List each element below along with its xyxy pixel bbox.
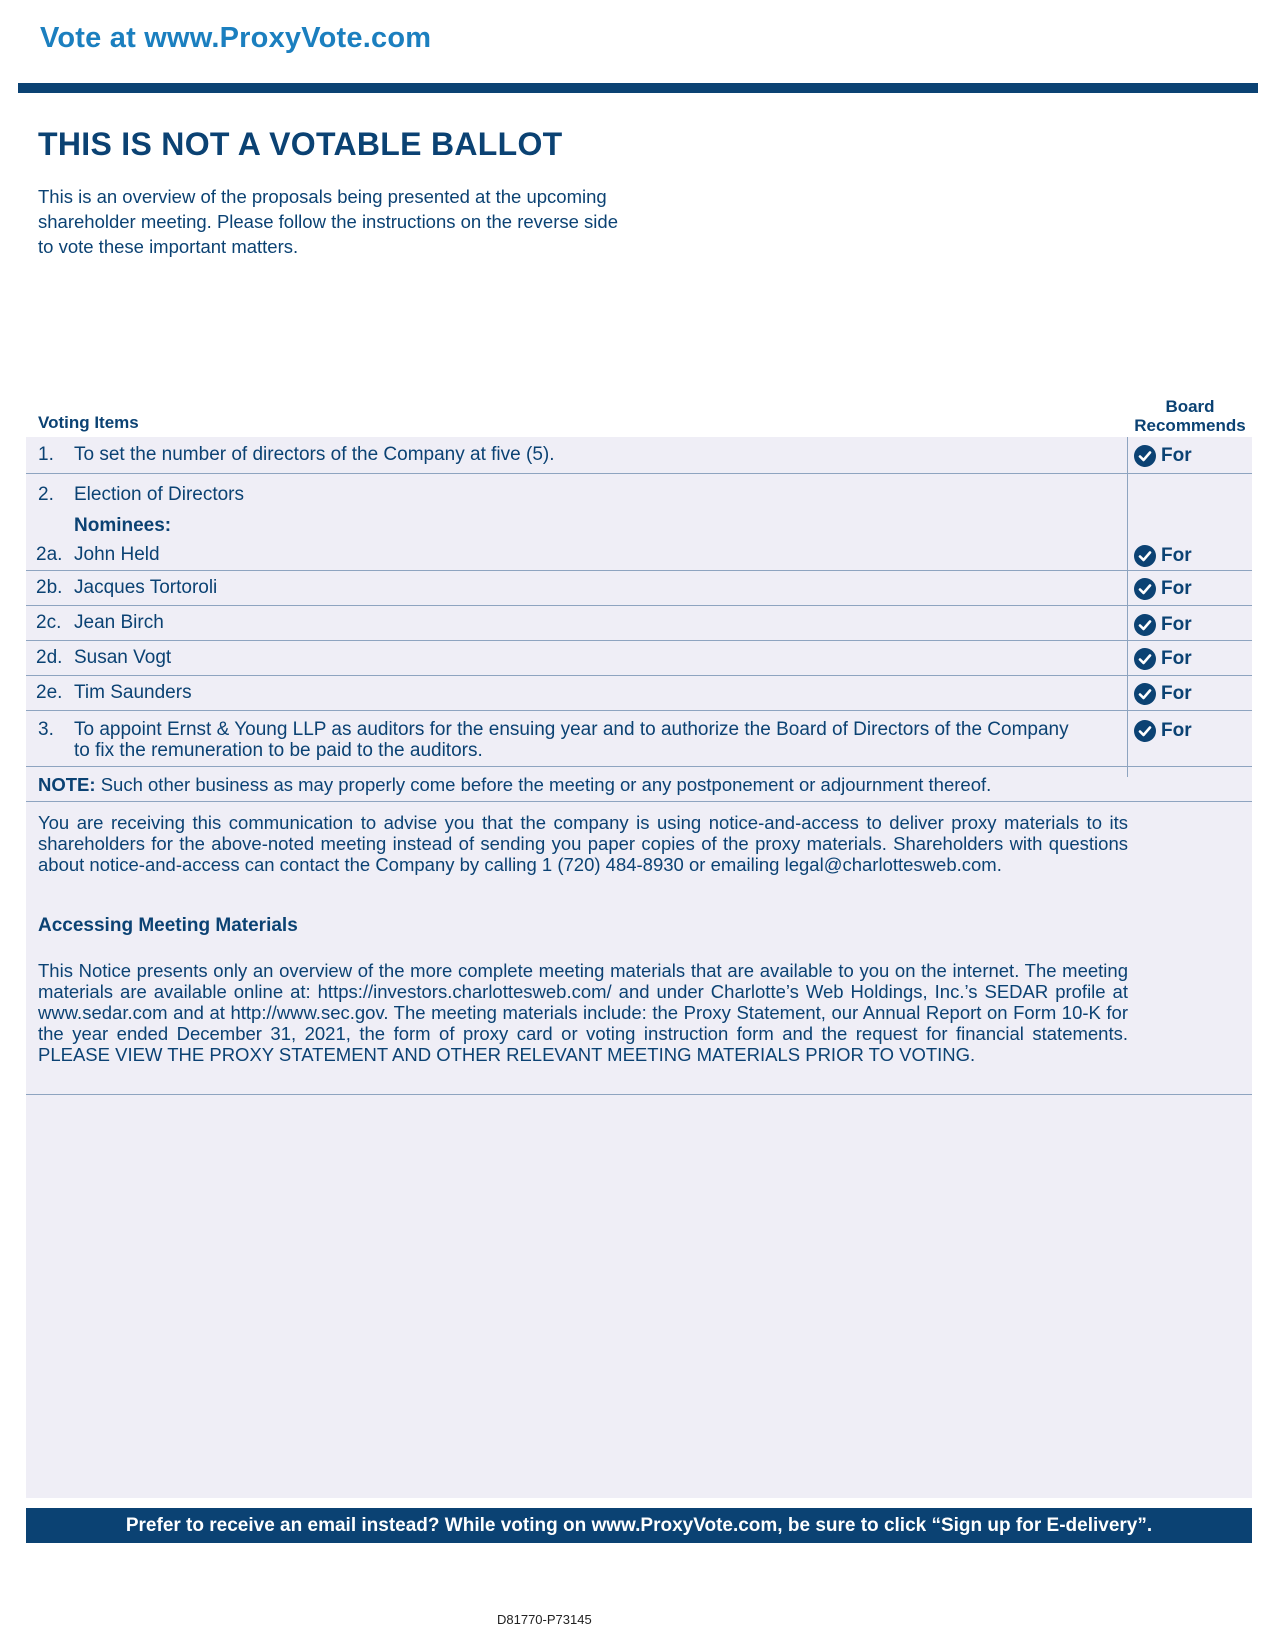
nominee-number: 2e. [36, 682, 63, 703]
board-header-line1: Board [1165, 397, 1215, 416]
voting-items-header: Voting Items [38, 413, 139, 432]
recommendation-label: For [1161, 445, 1192, 466]
board-recommendation [1134, 648, 1192, 670]
item-text: Election of Directors [74, 484, 245, 505]
item-text: To set the number of directors of the Company at five (5). [74, 444, 555, 465]
board-header-line2: Recommends [1134, 416, 1246, 435]
item-number: 3. [38, 719, 54, 740]
board-recommendation [1134, 683, 1192, 705]
nominee-name: Jacques Tortoroli [74, 577, 218, 598]
nominee-number: 2a. [36, 544, 63, 565]
recommendation-label: For [1161, 578, 1192, 599]
document-code: D81770-P73145 [497, 1612, 592, 1627]
check-circle-icon [1134, 578, 1156, 600]
note-text [38, 774, 991, 795]
item-number: 1. [38, 444, 54, 465]
recommendation-label: For [1161, 545, 1192, 566]
page-title: THIS IS NOT A VOTABLE BALLOT [38, 126, 563, 162]
check-circle-icon [1134, 614, 1156, 636]
check-circle-icon [1134, 545, 1156, 567]
edelivery-banner: Prefer to receive an email instead? While voting on www.ProxyVote.com, be sure to click “Sign up for E-delivery”. [26, 1508, 1252, 1543]
proxyvote-header-link[interactable]: Vote at www.ProxyVote.com [40, 22, 432, 54]
board-recommendation [1134, 578, 1192, 600]
nominee-number: 2b. [36, 577, 63, 598]
note-label: NOTE: [38, 774, 96, 795]
nominee-row [26, 641, 1252, 676]
check-circle-icon [1134, 648, 1156, 670]
board-recommendation [1134, 445, 1192, 467]
voting-item-2 [26, 474, 1252, 571]
item-text-line2: to fix the remuneration to be paid to the auditors. [74, 740, 483, 761]
nominee-name: Susan Vogt [74, 647, 172, 668]
check-circle-icon [1134, 445, 1156, 467]
section-divider [26, 1093, 1252, 1095]
voting-item-3 [26, 711, 1252, 767]
nominee-number: 2d. [36, 647, 63, 668]
accessing-paragraph: This Notice presents only an overview of the more complete meeting materials that are available to you on the internet. The meeting materials are available online at: https://investors.charlottesweb.com/ and under Charlotte’s Web Holdings, Inc.’s SEDAR profile at www.sedar.com and at http://www.sec.gov. The meeting materials include: the Proxy Statement, our Annual Report on Form 10-K for the year ended December 31, 2021, the form of proxy card or voting instruction form and the request for financial statements. PLEASE VIEW THE PROXY STATEMENT AND OTHER RELEVANT MEETING MATERIALS PRIOR TO VOTING. [38, 960, 1128, 1065]
board-recommendation [1134, 720, 1192, 742]
board-recommendation [1134, 545, 1192, 567]
item-number: 2. [38, 484, 54, 505]
recommendation-label: For [1161, 648, 1192, 669]
notice-paragraph: You are receiving this communication to advise you that the company is using notice-and-access to deliver proxy materials to its shareholders for the above-noted meeting instead of sending you paper copies of the proxy materials. Shareholders with questions about notice-and-access can contact the Company by calling 1 (720) 484-8930 or emailing legal@charlottesweb.com. [38, 812, 1128, 875]
voting-item-1 [26, 437, 1252, 474]
nominees-label: Nominees: [74, 515, 172, 536]
board-recommendation [1134, 614, 1192, 636]
note-body: Such other business as may properly come before the meeting or any postponement or adjournment thereof. [100, 774, 992, 795]
nominee-number: 2c. [36, 612, 62, 633]
check-circle-icon [1134, 720, 1156, 742]
intro-text: This is an overview of the proposals being presented at the upcoming shareholder meeting. Please follow the instructions on the reverse side to vote these important matters. [38, 186, 618, 257]
accessing-heading: Accessing Meeting Materials [38, 915, 298, 936]
header-rule [18, 83, 1258, 93]
recommendation-label: For [1161, 720, 1192, 741]
nominee-name: Jean Birch [74, 612, 164, 633]
nominee-row [26, 676, 1252, 711]
recommendation-label: For [1161, 683, 1192, 704]
nominee-row [26, 606, 1252, 641]
recommendation-label: For [1161, 614, 1192, 635]
nominee-name: Tim Saunders [74, 682, 192, 703]
nominee-row [26, 571, 1252, 606]
board-recommends-header [1120, 397, 1260, 435]
item-text-line1: To appoint Ernst & Young LLP as auditors for the ensuing year and to authorize the Board of Directors of the Company [74, 719, 1069, 740]
note-row [26, 767, 1252, 802]
nominee-name: John Held [74, 544, 160, 565]
check-circle-icon [1134, 683, 1156, 705]
